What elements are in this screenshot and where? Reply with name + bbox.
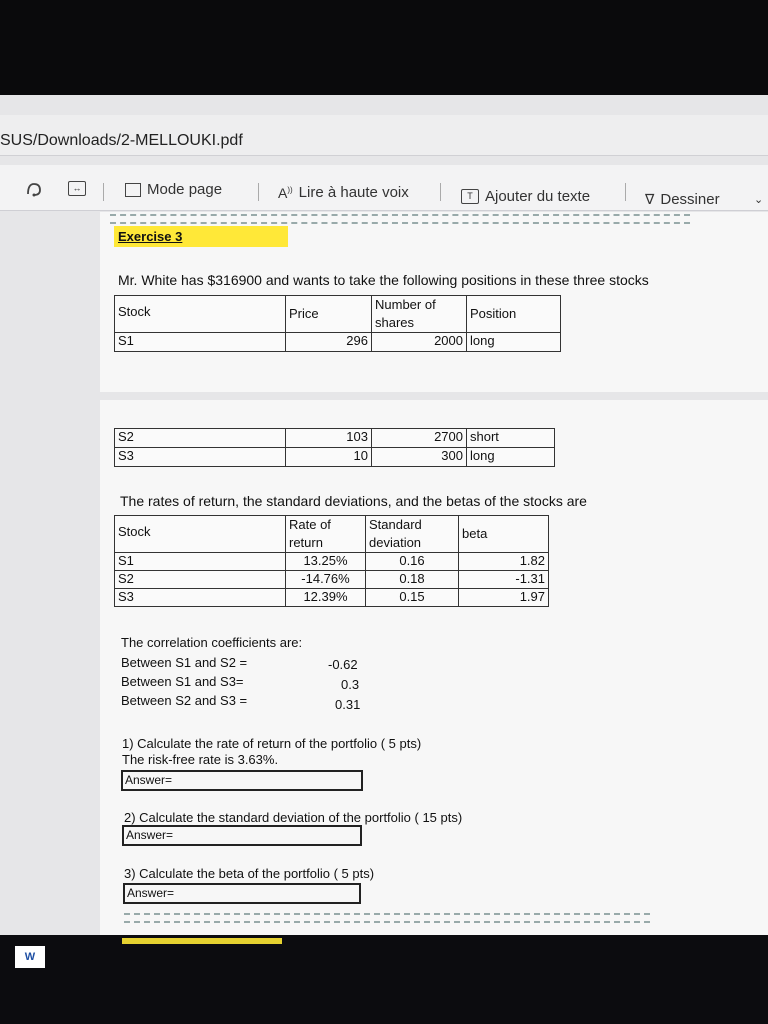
row-s1-stock: S1 (114, 332, 286, 352)
correlation-label-s1s2: Between S1 and S2 = (121, 655, 248, 670)
dashed-separator (110, 214, 690, 224)
correlation-value-s2s3: 0.31 (335, 697, 361, 712)
add-text-button[interactable] (461, 188, 590, 205)
ret-s3-rate: 12.39% (285, 588, 366, 607)
question-2: 2) Calculate the standard deviation of the portfolio ( 15 pts) (124, 810, 463, 825)
ret-s2-sd: 0.18 (365, 570, 459, 589)
ret-s1-beta: 1.82 (458, 552, 549, 571)
toolbar-separator (258, 183, 259, 201)
page-view-icon (125, 183, 141, 197)
header-shares (371, 295, 467, 333)
header-stock: Stock (114, 515, 286, 553)
draw-icon: ∇ (645, 191, 655, 207)
taskbar (0, 935, 768, 1024)
ret-s1-stock: S1 (114, 552, 286, 571)
fit-width-icon[interactable]: ↔ (68, 181, 86, 196)
chevron-down-icon[interactable]: ⌄ (754, 194, 764, 206)
header-sd (365, 515, 459, 553)
header-rate (285, 515, 366, 553)
text-box-icon: T (461, 189, 479, 204)
ret-s3-stock: S3 (114, 588, 286, 607)
ret-s1-rate: 13.25% (285, 552, 366, 571)
highlight-bar (122, 938, 282, 944)
header-shares-line2: shares (375, 315, 415, 330)
row-s3-shares: 300 (371, 447, 467, 467)
answer-box-3[interactable]: Answer= (123, 883, 361, 904)
draw-label: Dessiner (660, 191, 720, 208)
question-1-note: The risk-free rate is 3.63%. (122, 752, 279, 767)
monitor-bezel (0, 0, 768, 95)
header-rate-line2: return (289, 535, 323, 550)
row-s2-shares: 2700 (371, 428, 467, 448)
mode-page-label: Mode page (147, 181, 223, 198)
header-beta: beta (458, 515, 549, 553)
correlation-label-s1s3: Between S1 and S3= (121, 674, 244, 689)
row-s2-stock: S2 (114, 428, 286, 448)
toolbar-separator (625, 183, 626, 201)
read-aloud-icon: A)) (278, 184, 293, 201)
row-s3-stock: S3 (114, 447, 286, 467)
correlation-value-s1s2: -0.62 (328, 657, 358, 672)
ret-s3-sd: 0.15 (365, 588, 459, 607)
dashed-separator (124, 913, 650, 923)
row-s1-position: long (466, 332, 561, 352)
header-sd-line1: Standard (369, 517, 422, 532)
row-s2-position: short (466, 428, 555, 448)
row-s1-shares: 2000 (371, 332, 467, 352)
row-s3-position: long (466, 447, 555, 467)
intro-text: Mr. White has $316900 and wants to take the following positions in these three stocks (118, 272, 649, 288)
header-price: Price (285, 295, 372, 333)
header-sd-line2: deviation (369, 535, 422, 550)
add-text-label: Ajouter du texte (485, 188, 591, 205)
ret-s2-beta: -1.31 (458, 570, 549, 589)
exercise-title: Exercise 3 (114, 226, 288, 247)
header-stock: Stock (114, 295, 286, 333)
read-aloud-label: Lire à haute voix (298, 184, 409, 201)
correlation-title: The correlation coefficients are: (121, 635, 303, 650)
draw-button[interactable] (645, 191, 720, 208)
touch-draw-icon[interactable] (24, 180, 44, 200)
word-app-icon[interactable]: W (15, 946, 45, 968)
row-s2-price: 103 (285, 428, 372, 448)
file-path[interactable]: SUS/Downloads/2-MELLOUKI.pdf (0, 132, 243, 149)
ret-s3-beta: 1.97 (458, 588, 549, 607)
toolbar-separator (103, 183, 104, 201)
answer-box-1[interactable]: Answer= (121, 770, 363, 791)
ret-s2-rate: -14.76% (285, 570, 366, 589)
mode-page-button[interactable] (125, 181, 222, 198)
correlation-value-s1s3: 0.3 (341, 677, 360, 692)
ret-s2-stock: S2 (114, 570, 286, 589)
row-s3-price: 10 (285, 447, 372, 467)
correlation-label-s2s3: Between S2 and S3 = (121, 693, 248, 708)
header-rate-line1: Rate of (289, 517, 331, 532)
answer-box-2[interactable]: Answer= (122, 825, 362, 846)
ret-s1-sd: 0.16 (365, 552, 459, 571)
header-position: Position (466, 295, 561, 333)
question-1: 1) Calculate the rate of return of the portfolio ( 5 pts) (122, 736, 422, 751)
returns-intro-text: The rates of return, the standard deviations, and the betas of the stocks are (120, 493, 587, 509)
question-3: 3) Calculate the beta of the portfolio ( 5 pts) (124, 866, 375, 881)
toolbar-separator (440, 183, 441, 201)
header-shares-line1: Number of (375, 297, 436, 312)
row-s1-price: 296 (285, 332, 372, 352)
read-aloud-button[interactable] (278, 184, 409, 201)
